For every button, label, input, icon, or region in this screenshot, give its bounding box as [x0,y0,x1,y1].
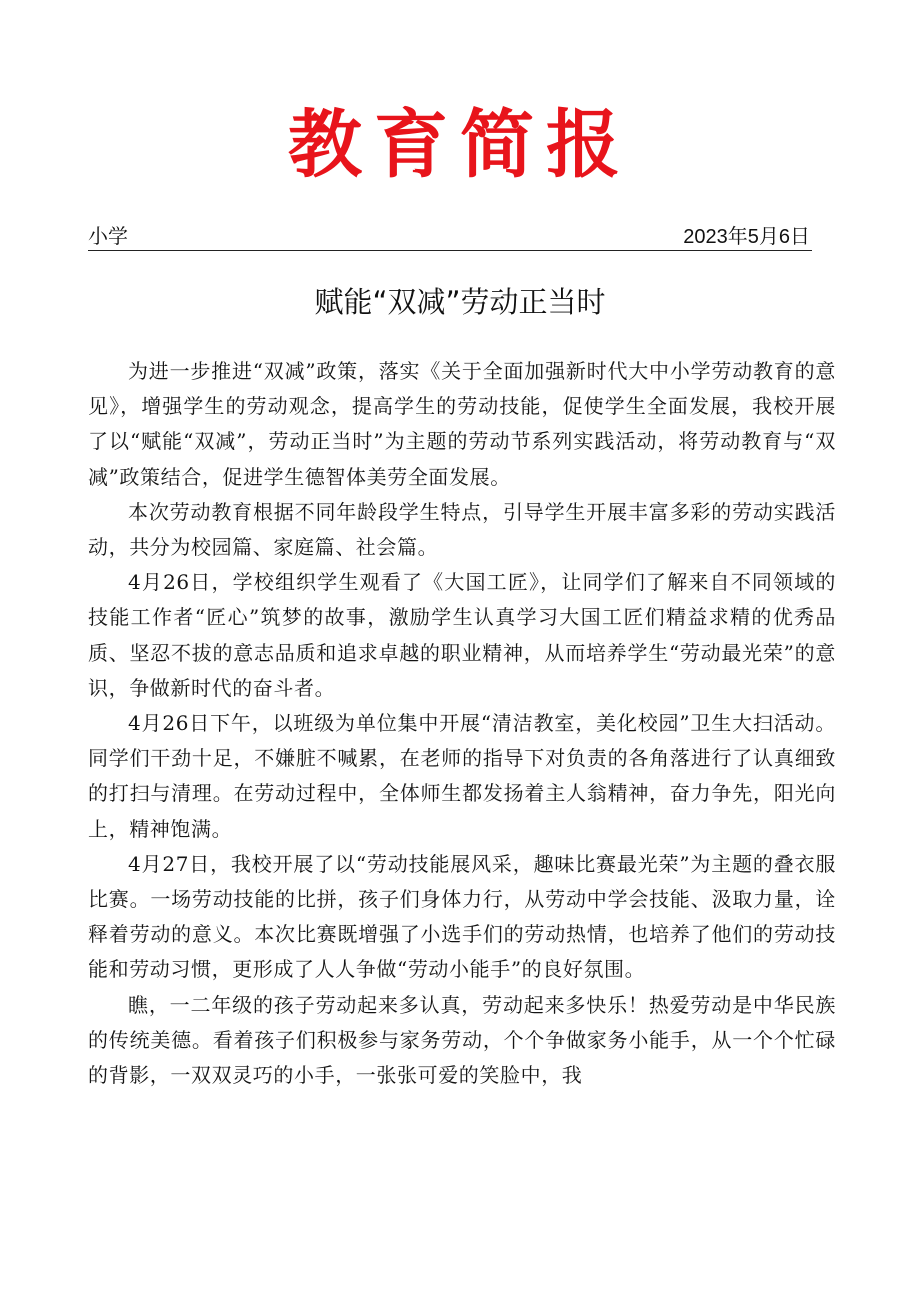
article-paragraph: 4月26日，学校组织学生观看了《大国工匠》，让同学们了解来自不同领域的技能工作者“匠心”筑梦的故事，激励学生认真学习大国工匠们精益求精的优秀品质、坚忍不拔的意志品质和追求卓越的职业精神，从而培养学生“劳动最光荣”的意识，争做新时代的奋斗者。 [88,570,836,700]
article-paragraph: 本次劳动教育根据不同年龄段学生特点，引导学生开展丰富多彩的劳动实践活动，共分为校园篇、家庭篇、社会篇。 [88,499,836,560]
publisher-name: 小学 [88,226,128,248]
article-paragraph: 为进一步推进“双减”政策，落实《关于全面加强新时代大中小学劳动教育的意见》，增强学生的劳动观念，提高学生的劳动技能，促使学生全面发展，我校开展了以“赋能“双减”，劳动正当时”为主题的劳动节系列实践活动，将劳动教育与“双减”政策结合，促进学生德智体美劳全面发展。 [88,359,836,489]
issue-info-bar [88,224,812,251]
article-paragraph: 4月26日下午，以班级为单位集中开展“清洁教室，美化校园”卫生大扫活动。同学们干劲十足，不嫌脏不喊累，在老师的指导下对负责的各角落进行了认真细致的打扫与清理。在劳动过程中，全体师生都发扬着主人翁精神，奋力争先，阳光向上，精神饱满。 [88,711,836,841]
issue-date: 2023年5月6日 [683,226,810,248]
article-paragraph: 瞧，一二年级的孩子劳动起来多认真，劳动起来多快乐！热爱劳动是中华民族的传统美德。看着孩子们积极参与家务劳动，个个争做家务小能手，从一个个忙碌的背影，一双双灵巧的小手，一张张可爱的笑脸中，我 [88,992,836,1088]
article-paragraph: 4月27日，我校开展了以“劳动技能展风采，趣味比赛最光荣”为主题的叠衣服比赛。一场劳动技能的比拼，孩子们身体力行，从劳动中学会技能、汲取力量，诠释着劳动的意义。本次比赛既增强了小选手们的劳动热情，也培养了他们的劳动技能和劳动习惯，更形成了人人争做“劳动小能手”的良好氛围。 [88,851,836,982]
article-headline: 赋能“双减”劳动正当时 [314,285,606,319]
article-body [88,354,836,1144]
masthead-title: 教育简报 [288,102,632,188]
